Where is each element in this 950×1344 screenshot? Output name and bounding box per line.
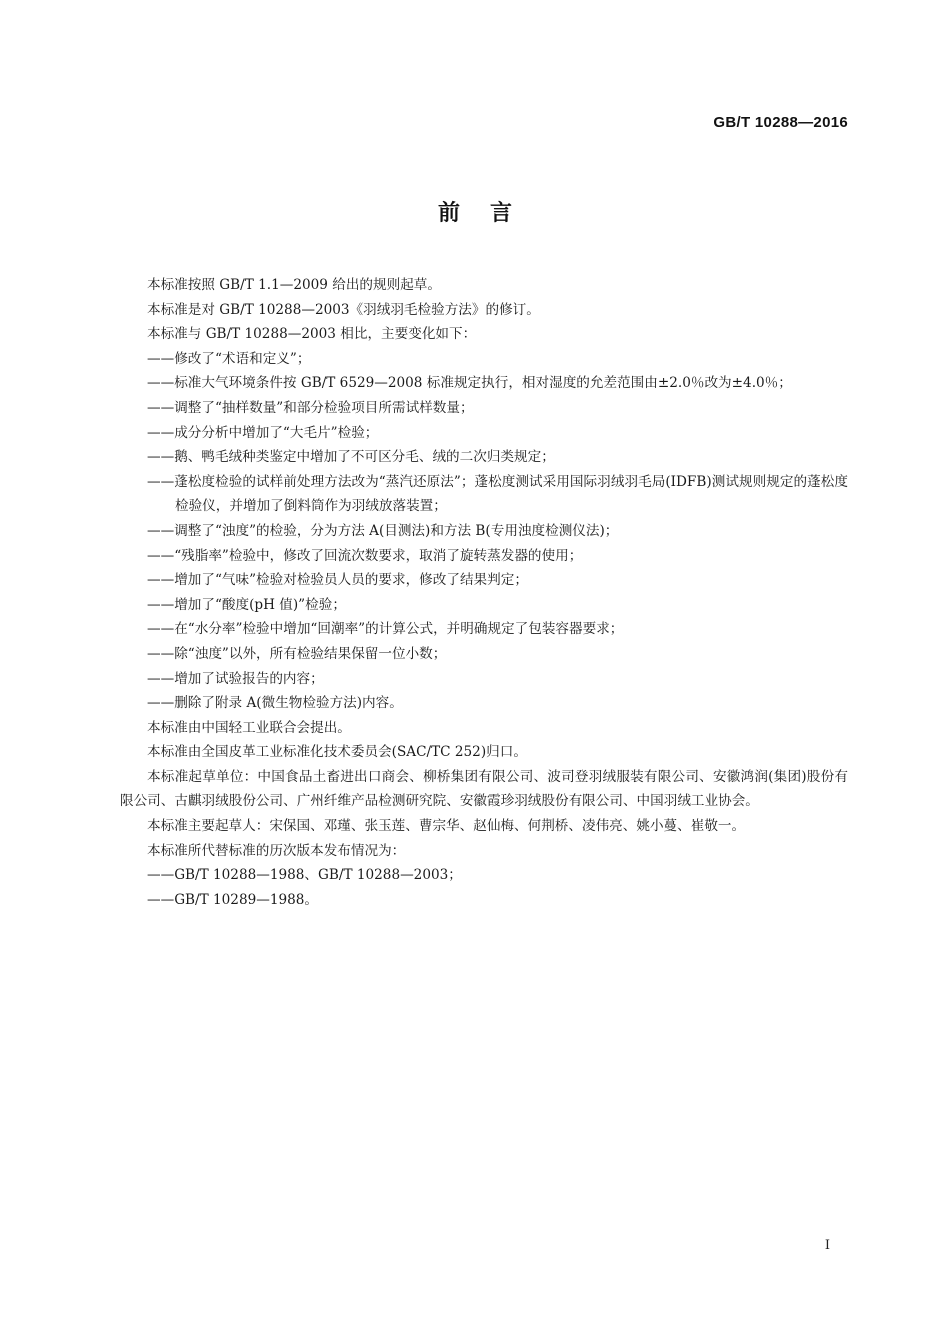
paragraph: 本标准起草单位：中国食品土畜进出口商会、柳桥集团有限公司、波司登羽绒服装有限公司、安徽鸿润(集团)股份有限公司、古麒羽绒股份公司、广州纤维产品检测研究院、安徽霞珍羽绒股份有限公司、中国羽绒工业协会。 (120, 768, 848, 810)
list-item: ——增加了“气味”检验对检验员人员的要求，修改了结果判定； (147, 572, 528, 589)
standard-code: GB/T 10288—2016 (713, 114, 848, 131)
list-item: ——“残脂率”检验中，修改了回流次数要求，取消了旋转蒸发器的使用； (147, 547, 583, 564)
paragraph: 本标准是对 GB/T 10288—2003《羽绒羽毛检验方法》的修订。 (147, 301, 540, 318)
list-item: ——在“水分率”检验中增加“回潮率”的计算公式，并明确规定了包装容器要求； (147, 621, 624, 638)
list-item: ——标准大气环境条件按 GB/T 6529—2008 标准规定执行，相对湿度的允差范围由±2.0％改为±4.0％； (147, 375, 792, 392)
paragraph: 本标准主要起草人：宋保国、邓瑾、张玉莲、曹宗华、赵仙梅、何荆桥、凌伟亮、姚小蔓、崔敬一。 (147, 818, 746, 835)
page-number: I (824, 1238, 830, 1253)
paragraph: 本标准由全国皮革工业标准化技术委员会(SAC/TC 252)归口。 (147, 744, 527, 761)
list-item: ——删除了附录 A(微生物检验方法)内容。 (147, 695, 403, 712)
list-item: ——增加了试验报告的内容； (147, 670, 324, 687)
list-item: ——除“浊度”以外，所有检验结果保留一位小数； (147, 645, 447, 662)
list-item: ——修改了“术语和定义”； (147, 350, 311, 367)
paragraph: 本标准与 GB/T 10288—2003 相比，主要变化如下： (147, 326, 477, 343)
list-item: ——GB/T 10288—1988、GB/T 10288—2003； (147, 867, 462, 884)
paragraph: 本标准按照 GB/T 1.1—2009 给出的规则起草。 (147, 277, 441, 293)
list-item: ——调整了“浊度”的检验，分为方法 A(目测法)和方法 B(专用浊度检测仪法)； (147, 522, 619, 539)
list-item: ——蓬松度检验的试样前处理方法改为“蒸汽还原法”；蓬松度测试采用国际羽绒羽毛局(IDFB)测试规则规定的蓬松度检验仪，并增加了倒料筒作为羽绒放落装置； (147, 473, 848, 515)
document-body (120, 273, 848, 912)
list-item: ——增加了“酸度(pH 值)”检验； (147, 596, 346, 613)
list-item: ——调整了“抽样数量”和部分检验项目所需试样数量； (147, 399, 474, 416)
list-item: ——GB/T 10289—1988。 (147, 891, 319, 908)
paragraph: 本标准由中国轻工业联合会提出。 (147, 719, 351, 736)
paragraph: 本标准所代替标准的历次版本发布情况为： (147, 842, 406, 859)
list-item: ——鹅、鸭毛绒种类鉴定中增加了不可区分毛、绒的二次归类规定； (147, 449, 555, 466)
list-item: ——成分分析中增加了“大毛片”检验； (147, 424, 379, 441)
page-title: 前言 (437, 201, 542, 226)
